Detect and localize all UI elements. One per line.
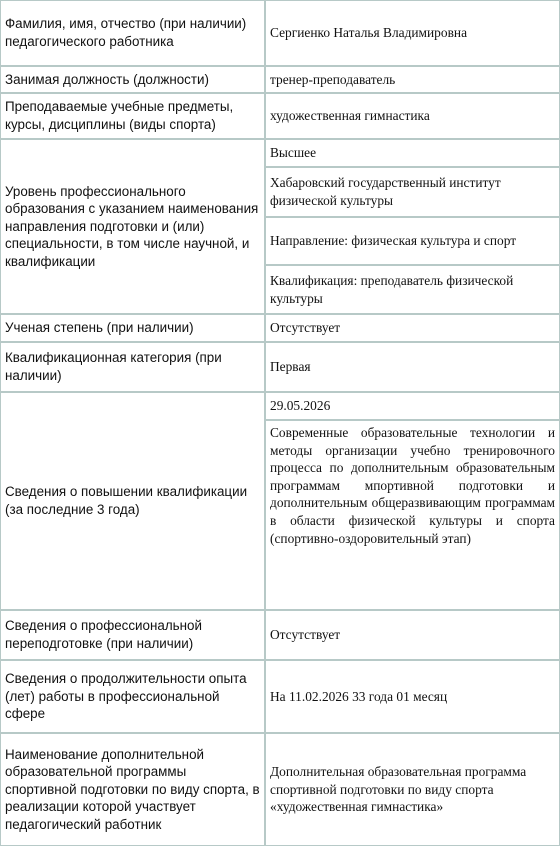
value-text: Направление: физическая культура и спорт [270, 233, 517, 249]
value-text: На 11.02.2026 33 года 01 месяц [270, 688, 448, 704]
value-education-qualification [265, 265, 560, 314]
label-program [0, 733, 265, 846]
value-training-course [265, 420, 560, 610]
label-full-name [0, 0, 265, 66]
label-text: Сведения о повышении квалификации (за последние 3 года) [5, 484, 248, 517]
value-text: Хабаровский государственный институт физической культуры [270, 175, 501, 208]
value-education-level [265, 139, 560, 167]
value-text: Дополнительная образовательная программа спортивной подготовки по виду спорта «художественная гимнастика» [270, 764, 527, 815]
label-education [0, 139, 265, 314]
label-text: Фамилия, имя, отчество (при наличии) педагогического работника [5, 16, 247, 49]
value-program [265, 733, 560, 846]
label-text: Преподаваемые учебные предметы, курсы, дисциплины (виды спорта) [5, 99, 234, 132]
value-text: Отсутствует [270, 627, 341, 643]
label-experience [0, 660, 265, 733]
value-education-direction [265, 217, 560, 265]
label-text: Занимая должность (должности) [5, 71, 209, 87]
value-experience [265, 660, 560, 733]
label-advanced-training [0, 392, 265, 610]
value-text: Отсутствует [270, 320, 341, 336]
value-training-date [265, 392, 560, 420]
label-subjects [0, 93, 265, 139]
value-text: Первая [270, 359, 311, 375]
value-full-name [265, 0, 560, 66]
value-text: Сергиенко Наталья Владимировна [270, 25, 468, 41]
value-subjects [265, 93, 560, 139]
value-academic-degree [265, 314, 560, 342]
value-text: художественная гимнастика [270, 108, 430, 124]
label-text: Сведения о профессиональной переподготовке (при наличии) [5, 618, 202, 651]
value-retraining [265, 610, 560, 660]
label-text: Сведения о продолжительности опыта (лет) работы в профессиональной сфере [5, 671, 247, 722]
label-academic-degree [0, 314, 265, 342]
label-text: Квалификационная категория (при наличии) [5, 350, 222, 383]
value-text: Высшее [270, 145, 317, 161]
value-text: Квалификация: преподаватель физической культуры [270, 272, 514, 306]
label-qualification-category [0, 342, 265, 392]
value-position [265, 66, 560, 93]
value-text: Современные образовательные технологии и методы организации учебно тренировочного процесса по дополнительным образовательным программам мпортивной подготовки и дополнительным общеразвивающим программам в области физической культуры и спорта (спортивно-оздоровительный этап) [270, 425, 555, 546]
label-position [0, 66, 265, 93]
value-text: тренер-преподаватель [270, 71, 396, 87]
value-education-institution [265, 167, 560, 217]
label-text: Уровень профессионального образования с указанием наименования направления подготовки и (или) специальности, в том числе научной, и квалификации [5, 183, 259, 269]
label-text: Наименование дополнительной образовательной программы спортивной подготовки по виду спорта, в реализации которой участвует педагогический работник [5, 746, 260, 832]
label-text: Ученая степень (при наличии) [5, 320, 194, 336]
value-qualification-category [265, 342, 560, 392]
value-text: 29.05.2026 [270, 398, 331, 414]
label-retraining [0, 610, 265, 660]
